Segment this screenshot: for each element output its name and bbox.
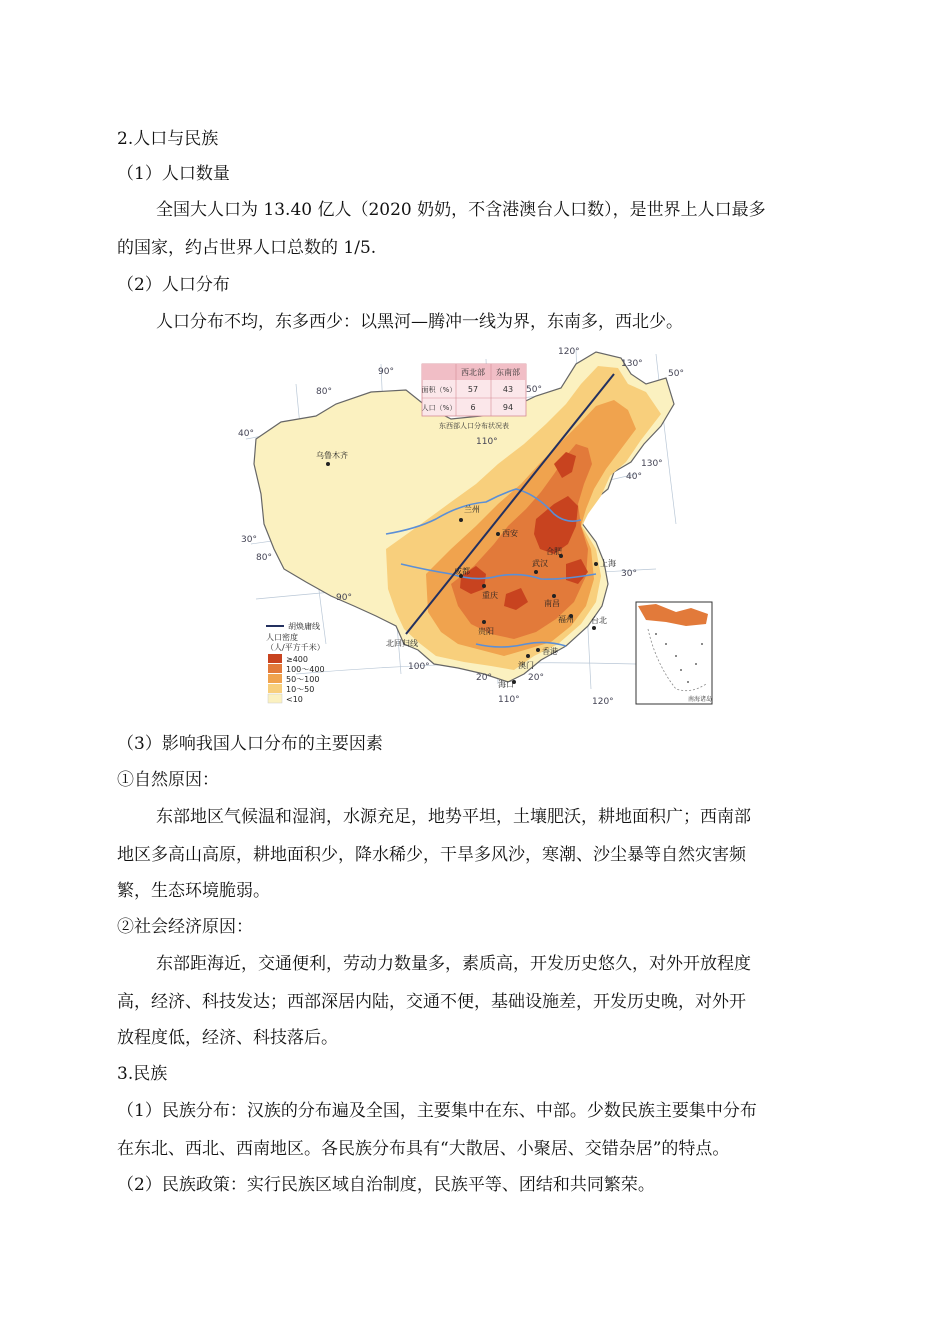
city-fuzhou: 福州: [558, 615, 574, 624]
table-header-se: 东南部: [496, 368, 520, 377]
label-south-china-sea: 南海诸岛: [688, 696, 713, 703]
legend-item-3: 10～50: [286, 685, 315, 694]
south-china-sea-inset: [636, 602, 712, 704]
map-legend: [266, 621, 325, 704]
label-lat-40: 40°: [238, 429, 254, 439]
table-population-se: 94: [502, 403, 514, 412]
label-lon-130: 130°: [621, 359, 643, 369]
label-lat-50-b: 50°: [668, 369, 684, 379]
paragraph-population-distribution: 人口分布不均，东多西少：以黑河—腾冲一线为界，东南多，西北少。: [156, 312, 683, 332]
paragraph-ethnic-distribution-line1: （1）民族分布：汉族的分布遍及全国，主要集中在东、中部。少数民族主要集中分布: [117, 1101, 757, 1121]
paragraph-natural-line2: 地区多高山高原，耕地面积少，降水稀少，干旱多风沙，寒潮、沙尘暴等自然灾害频: [117, 845, 746, 865]
city-guiyang: 贵阳: [478, 627, 494, 636]
label-lon-110-b: 110°: [498, 695, 520, 705]
label-lat-50: 50°: [526, 385, 542, 395]
paragraph-social-line2: 高，经济、科技发达；西部深居内陆，交通不便，基础设施差，开发历史晚，对外开: [117, 992, 746, 1012]
label-tropic-of-cancer: 北回归线: [386, 639, 418, 648]
label-lon-80: 80°: [316, 387, 332, 397]
paragraph-population-size-line2: 的国家，约占世界人口总数的 1/5.: [117, 238, 377, 258]
paragraph-ethnic-distribution-line2: 在东北、西北、西南地区。各民族分布具有“大散居、小聚居、交错杂居”的特点。: [117, 1139, 730, 1159]
legend-density-title: 人口密度: [266, 633, 298, 642]
heading-socioeconomic-causes: ②社会经济原因：: [117, 917, 253, 937]
label-lat-40-b: 40°: [626, 472, 642, 482]
legend-item-2: 50～100: [286, 675, 320, 684]
table-row-population-label: 人口（%）: [421, 404, 457, 412]
label-lon-110: 110°: [476, 437, 498, 447]
paragraph-social-line1: 东部距海近，交通便利，劳动力数量多，素质高，开发历史悠久，对外开放程度: [156, 954, 751, 974]
city-xian: 西安: [502, 529, 518, 538]
heading-natural-causes: ①自然原因：: [117, 770, 219, 790]
paragraph-natural-line3: 繁，生态环境脆弱。: [117, 881, 270, 901]
label-lon-90-b: 90°: [336, 593, 352, 603]
legend-item-1: 100～400: [286, 665, 325, 674]
subheading-influencing-factors: （3）影响我国人口分布的主要因素: [117, 734, 383, 754]
paragraph-population-size-line1: 全国大人口为 13.40 亿人（2020 奶奶，不含港澳台人口数），是世界上人口最多: [156, 200, 766, 220]
legend-line-label: 胡焕庸线: [288, 622, 320, 631]
city-shanghai: 上海: [600, 559, 616, 568]
city-wuhan: 武汉: [532, 559, 548, 568]
label-lon-120: 120°: [558, 347, 580, 357]
subheading-population-distribution: （2）人口分布: [117, 275, 230, 295]
label-lon-130-b: 130°: [641, 459, 663, 469]
table-population-nw: 6: [470, 403, 476, 412]
label-lon-80-b: 80°: [256, 553, 272, 563]
label-lat-20-b: 20°: [528, 673, 544, 683]
label-lat-30: 30°: [241, 535, 257, 545]
city-nanchang: 南昌: [544, 599, 560, 608]
section-heading-population: 2.人口与民族: [117, 129, 219, 149]
label-lat-30-b: 30°: [621, 569, 637, 579]
city-aomen: 澳门: [518, 661, 534, 670]
table-area-se: 43: [502, 385, 514, 394]
section-heading-ethnic-groups: 3.民族: [117, 1064, 168, 1084]
subheading-population-size: （1）人口数量: [117, 164, 230, 184]
label-lon-120-b: 120°: [592, 697, 614, 706]
paragraph-ethnic-policy: （2）民族政策：实行民族区域自治制度，民族平等、团结和共同繁荣。: [117, 1175, 655, 1195]
city-lanzhou: 兰州: [464, 505, 480, 514]
label-lat-20: 20°: [476, 673, 492, 683]
table-caption: 东西部人口分布状况表: [439, 422, 509, 430]
city-taibei: 台北: [591, 616, 607, 625]
city-haikou: 海口: [498, 680, 514, 689]
label-lon-100: 100°: [408, 662, 430, 672]
population-density-map: [236, 344, 714, 706]
paragraph-natural-line1: 东部地区气候温和湿润，水源充足，地势平坦，土壤肥沃，耕地面积广；西南部: [156, 807, 751, 827]
paragraph-social-line3: 放程度低，经济、科技落后。: [117, 1028, 338, 1048]
city-hefei: 合肥: [546, 547, 562, 556]
table-area-nw: 57: [467, 385, 479, 394]
legend-density-unit: （人/平方千米）: [266, 643, 325, 652]
city-urumqi: 乌鲁木齐: [316, 451, 348, 460]
legend-item-0: ≥400: [286, 655, 308, 664]
table-header-nw: 西北部: [461, 368, 485, 377]
city-xianggang: 香港: [542, 647, 558, 656]
city-chengdu: 成都: [454, 567, 470, 576]
city-chongqing: 重庆: [482, 591, 498, 600]
label-lon-90: 90°: [378, 367, 394, 377]
legend-item-4: <10: [286, 695, 303, 704]
table-row-area-label: 面积（%）: [421, 386, 457, 394]
